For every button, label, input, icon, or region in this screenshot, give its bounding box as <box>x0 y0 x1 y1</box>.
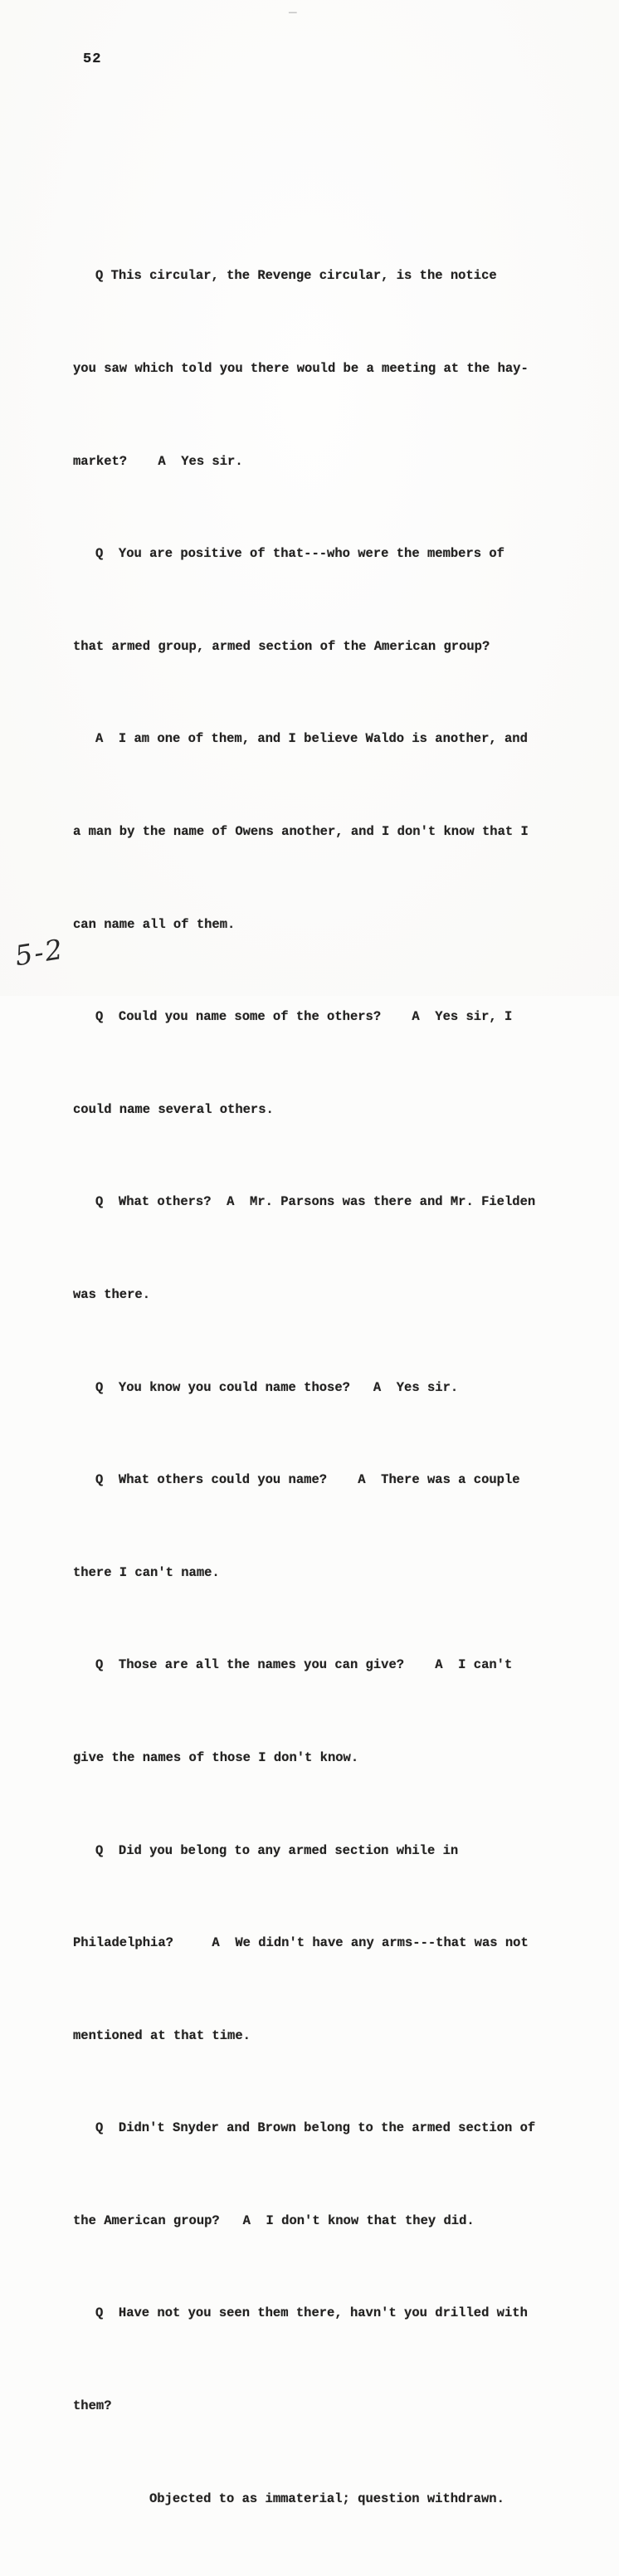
transcript-line: Q Did you belong to any armed section while in <box>95 1842 459 1858</box>
transcript-line: Q Those are all the names you can give? A I can't <box>95 1657 513 1673</box>
pencil-dash-mark: — <box>289 7 296 18</box>
transcript-line: could name several others. <box>73 1101 274 1117</box>
transcript-line: them? <box>73 2398 112 2414</box>
transcript-line: give the names of those I don't know. <box>73 1749 359 1765</box>
page-number: 52 <box>83 51 102 67</box>
transcript-line: mentioned at that time. <box>73 2027 251 2043</box>
transcript-line: was there. <box>73 1286 151 1302</box>
objection-note: Objected to as immaterial; question withdrawn. <box>149 2491 504 2506</box>
transcript-line: Philadelphia? A We didn't have any arms---that was not <box>73 1935 529 1951</box>
handwritten-page-mark: 5-2 <box>12 932 66 973</box>
transcript-line: that armed group, armed section of the American group? <box>73 638 490 654</box>
transcript-line: Q What others? A Mr. Parsons was there and Mr. Fielden <box>95 1194 536 1210</box>
transcript-line: A I am one of them, and I believe Waldo is another, and <box>95 731 528 747</box>
transcript-line: market? A Yes sir. <box>73 453 243 469</box>
transcript-line: Q What others could you name? A There was a couple <box>95 1472 520 1488</box>
transcript-line: Q Have not you seen them there, havn't you drilled with <box>95 2305 528 2321</box>
transcript-line: there I can't name. <box>73 1564 220 1580</box>
transcript-line: Q Could you name some of the others? A Yes sir, I <box>95 1009 513 1025</box>
transcript-line: a man by the name of Owens another, and I don't know that I <box>73 823 529 839</box>
transcript-line: Q You know you could name those? A Yes sir. <box>95 1379 459 1395</box>
transcript-line: Q Didn't Snyder and Brown belong to the armed section of <box>95 2120 536 2136</box>
transcript-line: you saw which told you there would be a meeting at the hay- <box>73 361 529 376</box>
transcript-line: can name all of them. <box>73 916 236 932</box>
transcript-line: Q You are positive of that---who were the members of <box>95 546 504 562</box>
transcript <box>73 199 571 2576</box>
transcript-line: the American group? A I don't know that they did. <box>73 2213 475 2228</box>
transcript-line: Q This circular, the Revenge circular, is the notice <box>95 268 497 284</box>
